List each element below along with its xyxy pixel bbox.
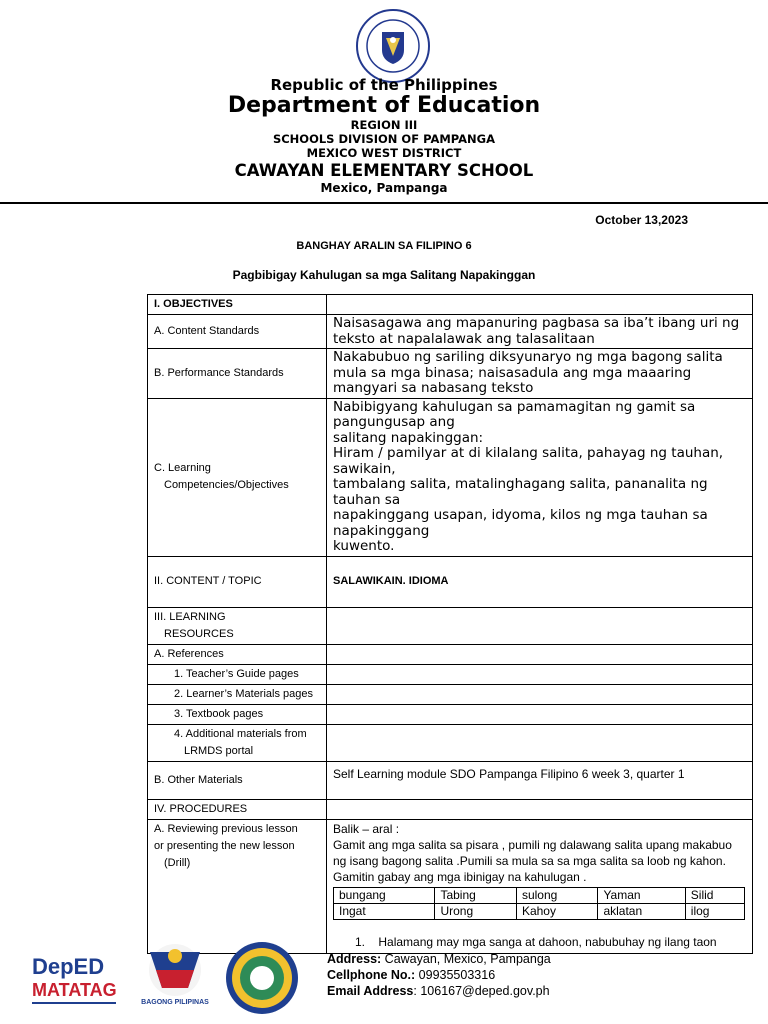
cellphone-value: 09935503316 <box>415 968 496 982</box>
republic-heading: Republic of the Philippines <box>270 76 498 94</box>
additional-materials-line2: LRMDS portal <box>184 744 254 757</box>
teachers-guide-value <box>327 664 753 684</box>
additional-materials-label <box>148 724 327 761</box>
competency-line: tambalang salita, matalinghagang salita, pananalita ng tauhan sa <box>333 476 708 508</box>
bagong-pilipinas-logo <box>141 944 209 1006</box>
competency-line: Hiram / pamilyar at di kilalang salita, pahayag ng tauhan, sawikain, <box>333 445 724 477</box>
competency-line: Nabibigyang kahulugan sa pamamagitan ng gamit sa pangungusap ang <box>333 398 696 430</box>
cawayan-school-seal <box>226 942 298 1014</box>
additional-materials-value <box>327 724 753 761</box>
content-topic-value: SALAWIKAIN. IDIOMA <box>327 556 753 607</box>
lesson-topic-title: Pagbibigay Kahulugan sa mga Salitang Napakinggan <box>232 268 536 282</box>
learners-materials-text: 2. Learner’s Materials pages <box>174 687 314 700</box>
learning-resources-line2: RESOURCES <box>164 627 234 640</box>
competencies-value <box>327 398 753 556</box>
school-heading: CAWAYAN ELEMENTARY SCHOOL <box>234 161 534 180</box>
competency-line: kuwento. <box>333 538 395 554</box>
lesson-plan-table <box>147 294 753 954</box>
textbook-text: 3. Textbook pages <box>174 707 264 720</box>
word-cell: Tabing <box>435 887 517 903</box>
balik-aral-label: Balik – aral : <box>333 821 400 836</box>
teachers-guide-text: 1. Teacher’s Guide pages <box>174 667 299 680</box>
word-cell: Ingat <box>334 903 435 919</box>
header-divider <box>0 202 768 204</box>
region-heading: REGION III <box>350 118 418 132</box>
review-label <box>148 819 327 953</box>
review-line1: A. Reviewing previous lesson <box>154 822 298 835</box>
references-label: A. References <box>148 644 327 664</box>
performance-standards-label: B. Performance Standards <box>148 349 327 399</box>
email-line <box>327 983 551 999</box>
procedures-value <box>327 799 753 819</box>
content-standards-label: A. Content Standards <box>148 315 327 349</box>
review-line2: or presenting the new lesson <box>154 839 295 852</box>
learners-materials-label <box>148 684 327 704</box>
district-heading: MEXICO WEST DISTRICT <box>306 146 462 160</box>
drill-instructions: Gamit ang mga salita sa pisara , pumili ng dalawang salita upang makabuo ng isang bagong salita .Pumili sa mula sa sa mga salita sa loob ng kahon. Gamitin gabay ang mga ibinigay na kahulugan . <box>333 837 732 884</box>
word-box-table <box>333 887 745 920</box>
bagong-pilipinas-text: BAGONG PILIPINAS <box>141 999 209 1006</box>
review-line3: (Drill) <box>164 856 191 869</box>
email-value: : 106167@deped.gov.ph <box>413 984 550 998</box>
textbook-value <box>327 704 753 724</box>
procedures-label: IV. PROCEDURES <box>148 799 327 819</box>
school-contact-info <box>327 951 551 999</box>
review-value <box>327 819 753 953</box>
address-value: Cawayan, Mexico, Pampanga <box>381 952 551 966</box>
deped-logo-text: DepED <box>32 954 105 979</box>
learning-resources-value <box>327 607 753 644</box>
location-heading: Mexico, Pampanga <box>320 181 448 195</box>
word-cell: Kahoy <box>516 903 598 919</box>
competencies-label-line2: Competencies/Objectives <box>164 479 289 491</box>
lesson-plan-title: BANGHAY ARALIN SA FILIPINO 6 <box>296 240 472 252</box>
references-value <box>327 644 753 664</box>
teachers-guide-label <box>148 664 327 684</box>
learning-resources-line1: III. LEARNING <box>154 610 226 623</box>
department-heading: Department of Education <box>227 93 541 118</box>
word-cell: Yaman <box>598 887 685 903</box>
learning-resources-label <box>148 607 327 644</box>
word-cell: bungang <box>334 887 435 903</box>
other-materials-value: Self Learning module SDO Pampanga Filipino 6 week 3, quarter 1 <box>327 761 753 799</box>
learners-materials-value <box>327 684 753 704</box>
division-heading: SCHOOLS DIVISION OF PAMPANGA <box>272 132 496 146</box>
deped-matatag-logo <box>32 954 117 1004</box>
competencies-label-line1: C. Learning <box>154 462 211 474</box>
deped-seal-logo <box>355 8 431 84</box>
word-cell: Urong <box>435 903 517 919</box>
drill-item-number: 1. <box>355 934 366 949</box>
performance-standards-value: Nakabubuo ng sariling diksyunaryo ng mga bagong salita mula sa mga binasa; naisasadula ang mga maaaring mangyari sa nabasang teksto <box>327 349 753 399</box>
objectives-header: I. OBJECTIVES <box>148 295 327 315</box>
additional-materials-line1: 4. Additional materials from <box>174 727 307 740</box>
word-cell: ilog <box>685 903 744 919</box>
word-cell: aklatan <box>598 903 685 919</box>
competencies-label <box>148 398 327 556</box>
email-label: Email Address <box>327 984 414 998</box>
cellphone-line <box>327 967 551 983</box>
word-cell: Silid <box>685 887 744 903</box>
footer-logos <box>30 940 310 1020</box>
textbook-label <box>148 704 327 724</box>
lesson-date: October 13,2023 <box>595 213 688 227</box>
address-line <box>327 951 551 967</box>
content-topic-label: II. CONTENT / TOPIC <box>148 556 327 607</box>
drill-item <box>333 934 746 950</box>
other-materials-label: B. Other Materials <box>148 761 327 799</box>
competency-line: napakinggang usapan, idyoma, kilos ng mga tauhan sa napakinggang <box>333 507 708 539</box>
matatag-logo-text: MATATAG <box>32 980 117 1000</box>
competency-line: salitang napakinggan: <box>333 429 484 446</box>
cellphone-label: Cellphone No.: <box>327 968 416 982</box>
drill-item-text: Halamang may mga sanga at dahoon, nabubuhay ng ilang taon <box>378 934 717 949</box>
content-standards-value: Naisasagawa ang mapanuring pagbasa sa iba’t ibang uri ng teksto at napalalawak ang talasalitaan <box>327 315 753 349</box>
word-cell: sulong <box>516 887 598 903</box>
objectives-value <box>327 295 753 315</box>
address-label: Address: <box>327 952 382 966</box>
